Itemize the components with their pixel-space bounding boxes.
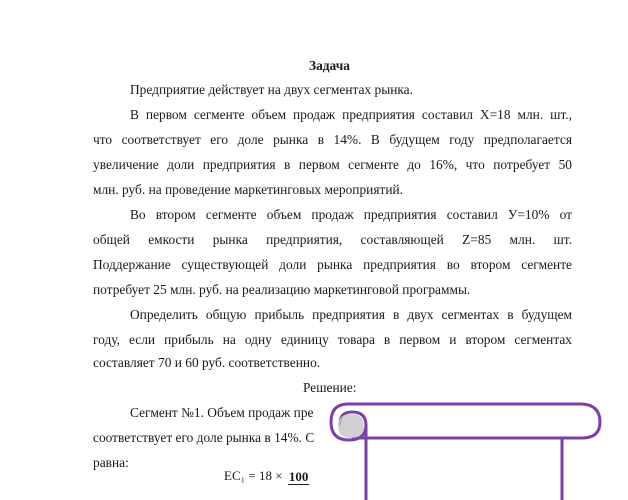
paragraph-line: Определить общую прибыль предприятия в двух сегментах в будущем <box>130 307 572 322</box>
paragraph-line: Сегмент №1. Объем продаж пре <box>130 405 314 420</box>
paragraph-line: году, если прибыль на одну единицу товара в первом и втором сегментах <box>93 332 572 347</box>
paragraph-line: Поддержание существующей доли рынка предприятия во втором сегменте <box>93 257 572 272</box>
paragraph-line: что соответствует его доле рынка в 14%. В будущем году предполагается <box>93 132 572 147</box>
paragraph-line: млн. руб. на проведение маркетинговых мероприятий. <box>93 182 404 197</box>
paragraph-line: потребует 25 млн. руб. на реализацию маркетинговой программы. <box>93 282 471 297</box>
paragraph-line: Во втором сегменте объем продаж предприятия составил У=10% от <box>130 207 572 222</box>
paragraph-line: В первом сегменте объем продаж предприятия составил Х=18 млн. шт., <box>130 107 572 122</box>
formula <box>224 468 309 485</box>
paragraph-line: соответствует его доле рынка в 14%. С <box>93 430 315 445</box>
paragraph-line: равна: <box>93 455 129 470</box>
paragraph-line: увеличение доли предприятия в первом сегменте до 16%, что потребует 50 <box>93 157 572 172</box>
formula-fraction <box>288 469 310 485</box>
document-title: Задача <box>309 58 350 73</box>
paragraph-line: Предприятие действует на двух сегментах рынка. <box>130 82 413 97</box>
paragraph-line: общей емкости рынка предприятия, составляющей Z=85 млн. шт. <box>93 232 572 247</box>
formula-numerator: 100 <box>288 469 309 485</box>
paragraph-line: составляет 70 и 60 руб. соответственно. <box>93 355 321 370</box>
solution-heading: Решение: <box>303 380 357 395</box>
formula-lhs: ЕС₁ = 18 × <box>224 468 283 483</box>
